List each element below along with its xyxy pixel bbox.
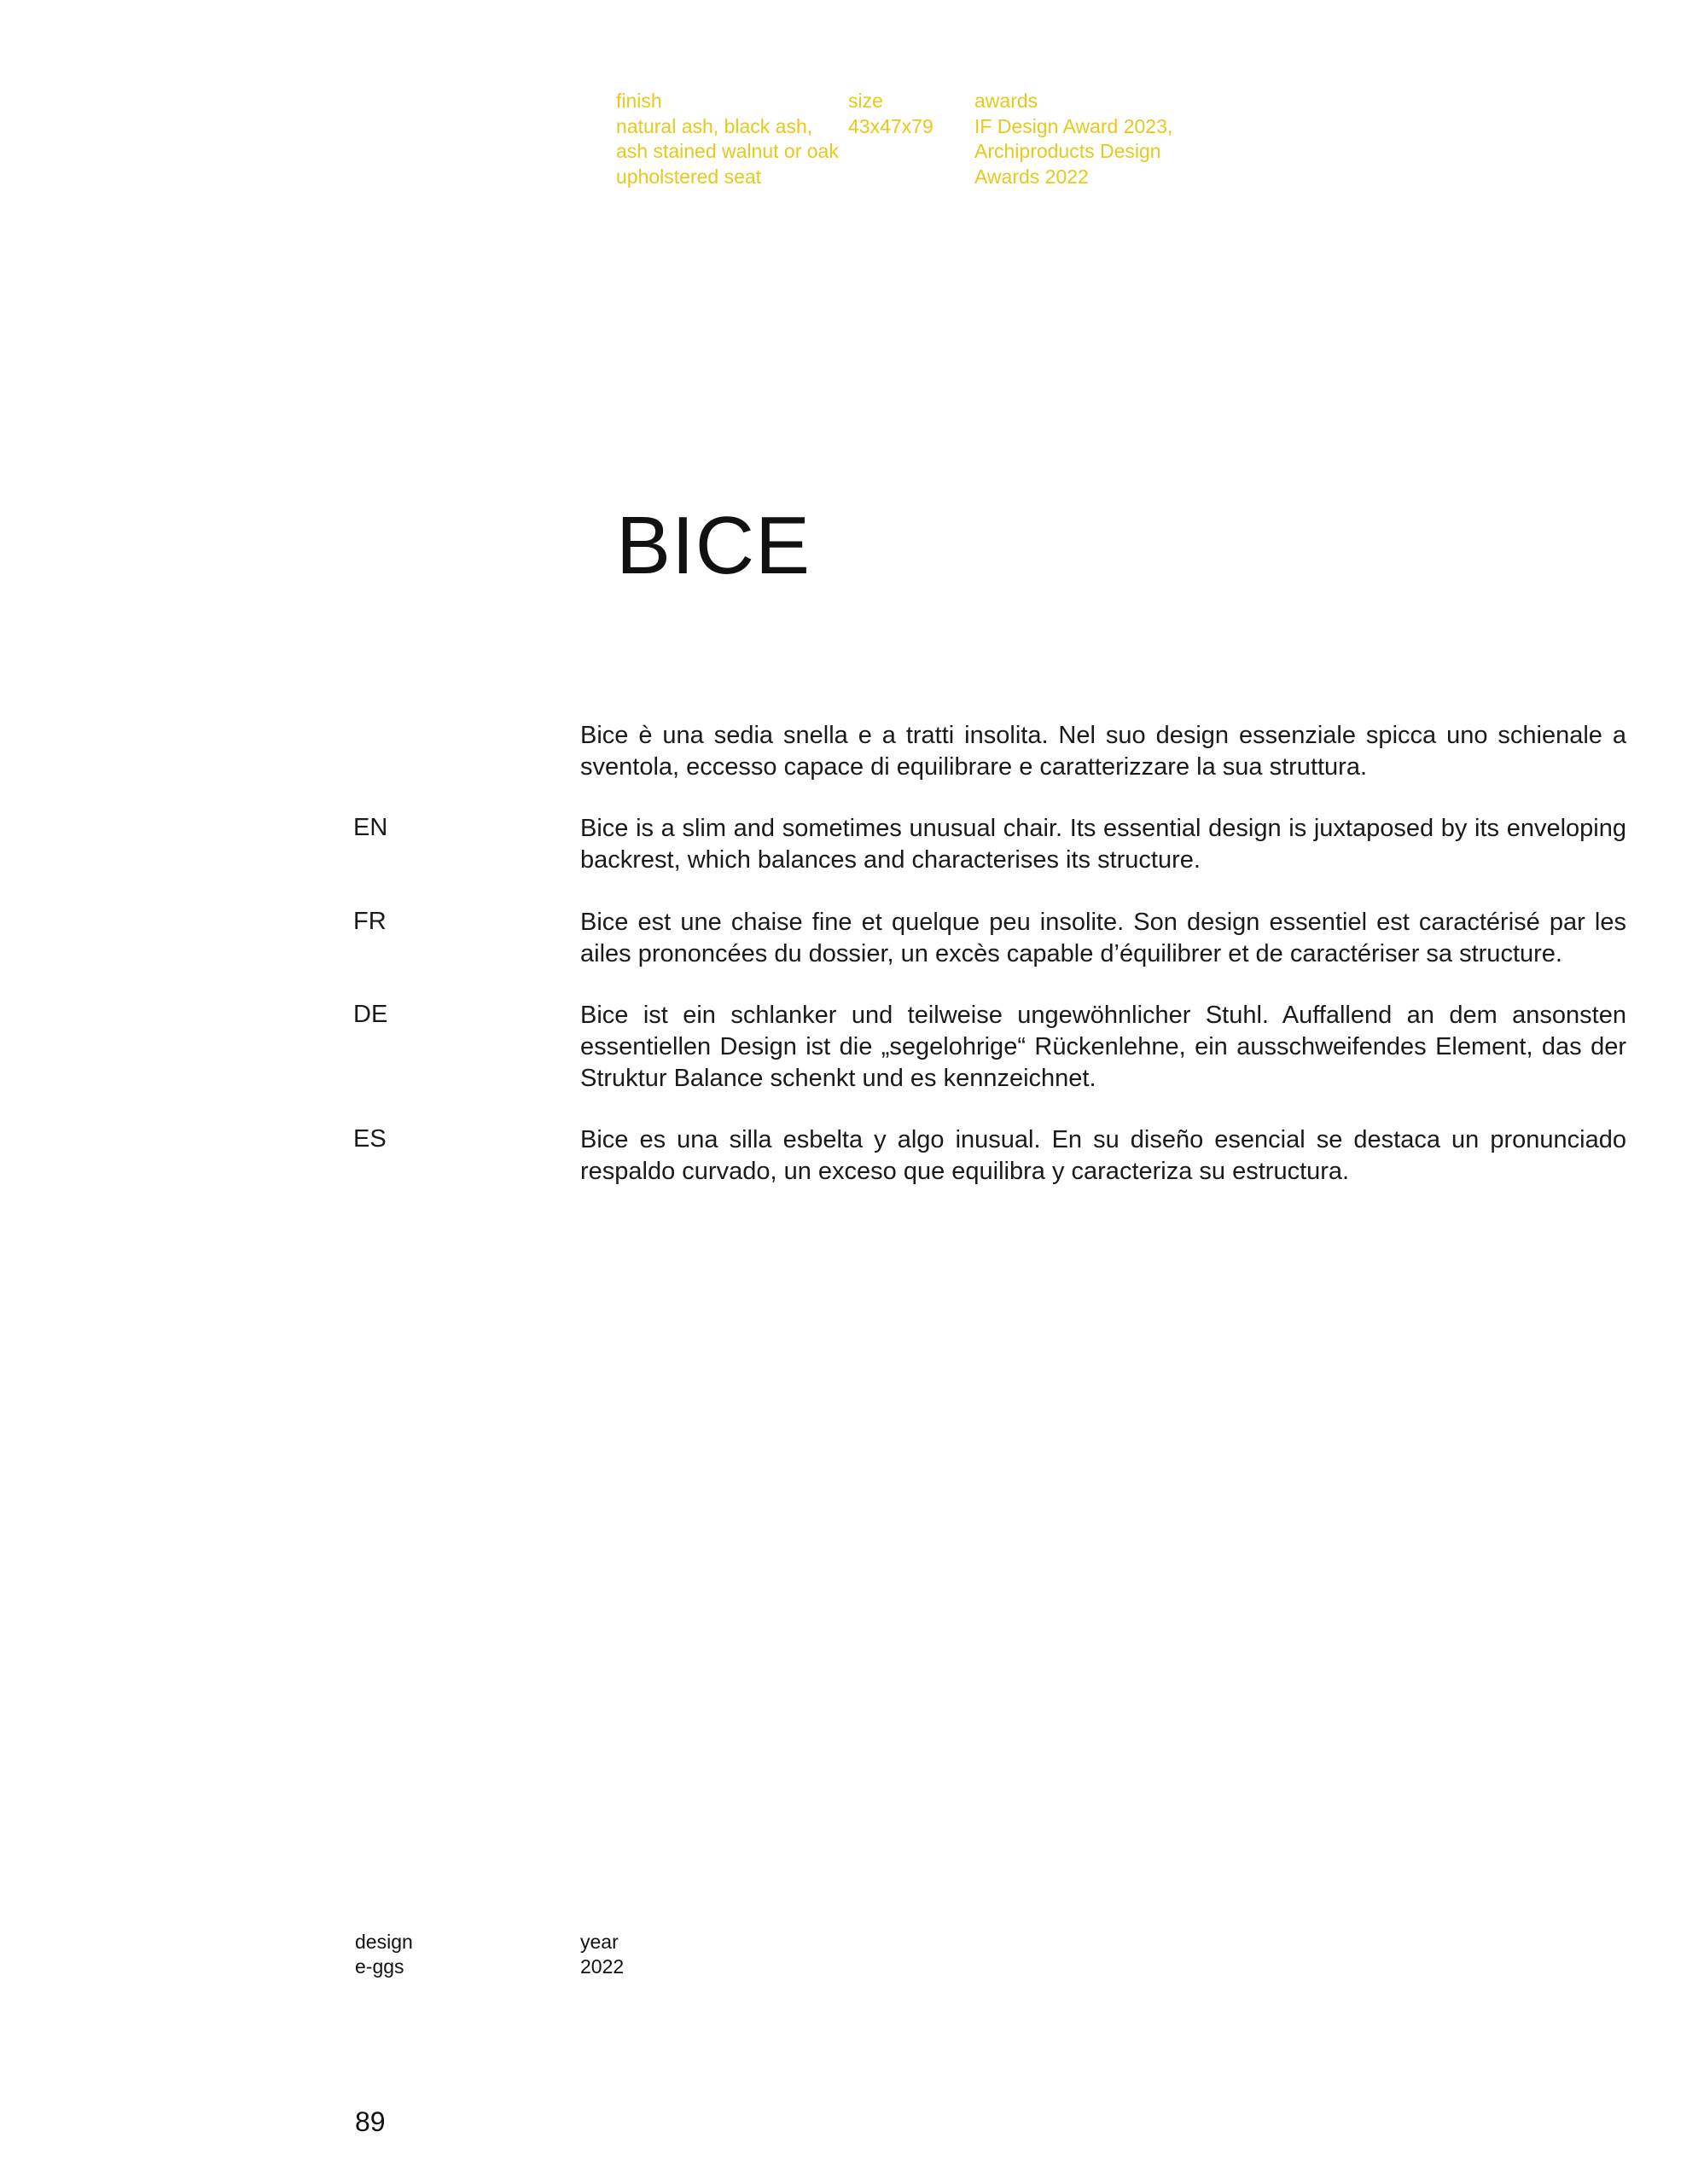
meta-design-label: design bbox=[355, 1931, 413, 1953]
description-fr: Bice est une chaise fine et quelque peu insolite. Son design essentiel est caractérisé par les ailes prononcées du dossier, un excès capable d’équilibrer et de caractériser sa structure. bbox=[580, 909, 1626, 967]
lang-label-de: DE bbox=[353, 1001, 388, 1028]
spec-finish-line: upholstered seat bbox=[616, 165, 762, 188]
spec-size bbox=[848, 89, 933, 139]
spec-finish bbox=[616, 89, 839, 189]
spec-awards-line: Archiproducts Design bbox=[974, 140, 1161, 162]
meta-design bbox=[355, 1930, 413, 1979]
lang-label-es: ES bbox=[353, 1125, 387, 1153]
spec-finish-line: natural ash, black ash, bbox=[616, 114, 813, 137]
spec-finish-line: ash stained walnut or oak bbox=[616, 140, 839, 162]
lang-label-en: EN bbox=[353, 814, 388, 841]
spec-finish-label: finish bbox=[616, 90, 662, 112]
description-es: Bice es una silla esbelta y algo inusual. En su diseño esencial se destaca un pronunciado respaldo curvado, un exceso que equilibra y caracteriza su estructura. bbox=[580, 1126, 1626, 1185]
page-title: BICE bbox=[616, 500, 811, 591]
page-number: 89 bbox=[355, 2106, 386, 2137]
description-en: Bice is a slim and sometimes unusual chair. Its essential design is juxtaposed by its enveloping backrest, which balances and characterises its structure. bbox=[580, 815, 1626, 874]
meta-year bbox=[580, 1930, 624, 1979]
meta-year-label: year bbox=[580, 1931, 619, 1953]
description-it: Bice è una sedia snella e a tratti insolita. Nel suo design essenziale spicca uno schienale a sventola, eccesso capace di equilibrare e caratterizzare la sua struttura. bbox=[580, 722, 1626, 781]
meta-design-value: e-ggs bbox=[355, 1955, 404, 1978]
lang-label-fr: FR bbox=[353, 908, 387, 935]
spec-awards-line: Awards 2022 bbox=[974, 165, 1089, 188]
spec-size-label: size bbox=[848, 90, 883, 112]
spec-awards-label: awards bbox=[974, 90, 1038, 112]
spec-awards-line: IF Design Award 2023, bbox=[974, 114, 1173, 137]
description-de: Bice ist ein schlanker und teilweise ungewöhnlicher Stuhl. Auffallend an dem ansonsten essentiellen Design ist die „segelohrige“ Rückenlehne, ein ausschweifendes Element, das der Struktur Balance schenkt und es kennzeichnet. bbox=[580, 1002, 1626, 1092]
spec-awards bbox=[974, 89, 1172, 189]
spec-size-value: 43x47x79 bbox=[848, 114, 933, 137]
meta-year-value: 2022 bbox=[580, 1955, 625, 1978]
